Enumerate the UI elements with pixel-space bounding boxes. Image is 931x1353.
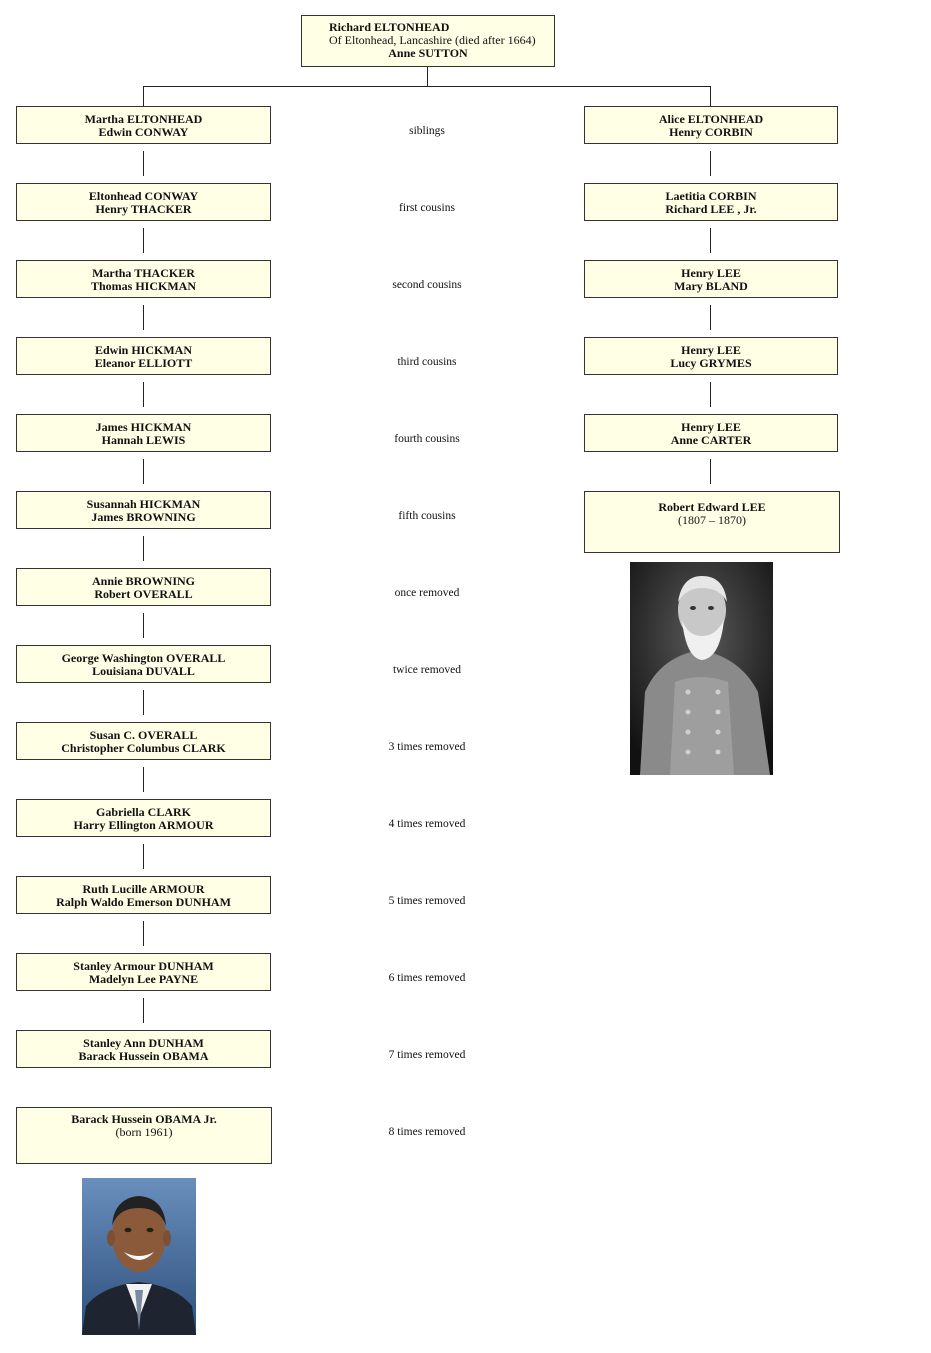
left-spouse-name: Madelyn Lee PAYNE <box>88 972 199 986</box>
left-descent-line <box>143 921 144 946</box>
relationship-label: 6 times removed <box>388 972 466 984</box>
left-spouse-name: James BROWNING <box>91 510 196 524</box>
left-person-name: Susannah HICKMAN <box>86 497 201 511</box>
left-descent-line <box>143 767 144 792</box>
right-generation-box <box>584 260 838 298</box>
root-name: Richard ELTONHEAD <box>329 20 450 34</box>
left-generation-box <box>16 1030 271 1068</box>
left-descent-line <box>143 613 144 638</box>
right-person-name: Laetitia CORBIN <box>665 189 757 203</box>
right-descent-line <box>710 382 711 407</box>
right-person-name: Alice ELTONHEAD <box>658 112 764 126</box>
root-connector-horizontal <box>143 86 711 87</box>
left-person-name: George Washington OVERALL <box>61 651 226 665</box>
left-generation-box <box>16 183 271 221</box>
right-descent-line <box>710 305 711 330</box>
left-descent-line <box>143 536 144 561</box>
left-spouse-name: Christopher Columbus CLARK <box>61 741 226 755</box>
left-descent-line <box>143 382 144 407</box>
right-generation-box <box>584 414 838 452</box>
left-descent-line <box>143 305 144 330</box>
left-descent-line <box>143 844 144 869</box>
left-person-name: Stanley Armour DUNHAM <box>73 959 214 973</box>
lee-portrait <box>630 562 773 775</box>
left-person-name: Eltonhead CONWAY <box>88 189 199 203</box>
left-spouse-name: Louisiana DUVALL <box>92 664 195 678</box>
left-generation-box <box>16 106 271 144</box>
left-descent-line <box>143 998 144 1023</box>
left-generation-box <box>16 799 271 837</box>
left-descent-line <box>143 690 144 715</box>
obama-box <box>16 1107 272 1164</box>
right-spouse-name: Anne CARTER <box>670 433 752 447</box>
left-generation-box <box>16 414 271 452</box>
right-descent-line <box>710 228 711 253</box>
left-generation-box <box>16 337 271 375</box>
left-person-name: Susan C. OVERALL <box>89 728 198 742</box>
left-spouse-name: Barack Hussein OBAMA <box>78 1049 209 1063</box>
right-generation-box <box>584 337 838 375</box>
left-spouse-name: Harry Ellington ARMOUR <box>73 818 214 832</box>
right-spouse-name: Henry CORBIN <box>669 125 753 139</box>
left-generation-box <box>16 876 271 914</box>
left-generation-box <box>16 722 271 760</box>
obama-name: Barack Hussein OBAMA Jr. <box>71 1112 217 1126</box>
left-descent-line <box>143 459 144 484</box>
right-person-name: Henry LEE <box>681 266 741 280</box>
left-spouse-name: Edwin CONWAY <box>98 125 189 139</box>
relationship-label: 8 times removed <box>388 1126 466 1138</box>
root-connector-vertical <box>427 67 428 86</box>
relationship-label: 7 times removed <box>388 1049 466 1061</box>
left-generation-box <box>16 260 271 298</box>
left-generation-box <box>16 645 271 683</box>
relationship-label: 4 times removed <box>388 818 466 830</box>
lee-name: Robert Edward LEE <box>658 500 766 514</box>
right-generation-box <box>584 106 838 144</box>
right-descent-line <box>710 459 711 484</box>
left-person-name: Annie BROWNING <box>91 574 195 588</box>
left-generation-box <box>16 568 271 606</box>
left-branch-drop <box>143 86 144 106</box>
left-descent-line <box>143 228 144 253</box>
root-ancestor-box <box>301 15 555 67</box>
relationship-label: second cousins <box>392 279 462 291</box>
root-spouse: Anne SUTTON <box>388 46 468 60</box>
right-person-name: Henry LEE <box>681 343 741 357</box>
right-descent-line <box>710 151 711 176</box>
left-generation-box <box>16 953 271 991</box>
left-spouse-name: Thomas HICKMAN <box>90 279 196 293</box>
root-origin: Of Eltonhead, Lancashire (died after 1664) <box>329 33 536 47</box>
right-spouse-name: Lucy GRYMES <box>670 356 752 370</box>
relationship-label: once removed <box>394 587 460 599</box>
left-person-name: Ruth Lucille ARMOUR <box>82 882 205 896</box>
relationship-label: siblings <box>409 125 445 137</box>
right-generation-box <box>584 183 838 221</box>
relationship-label: 3 times removed <box>388 741 466 753</box>
lee-dates: (1807 – 1870) <box>678 513 746 527</box>
left-person-name: Gabriella CLARK <box>96 805 191 819</box>
left-spouse-name: Eleanor ELLIOTT <box>94 356 193 370</box>
left-person-name: Martha THACKER <box>92 266 195 280</box>
lee-box <box>584 491 840 553</box>
left-person-name: Stanley Ann DUNHAM <box>83 1036 204 1050</box>
obama-portrait-image <box>82 1178 196 1335</box>
right-spouse-name: Richard LEE , Jr. <box>665 202 757 216</box>
obama-dates: (born 1961) <box>115 1125 173 1139</box>
left-spouse-name: Ralph Waldo Emerson DUNHAM <box>56 895 231 909</box>
right-person-name: Henry LEE <box>681 420 741 434</box>
obama-portrait <box>82 1178 196 1335</box>
left-person-name: James HICKMAN <box>95 420 192 434</box>
relationship-label: twice removed <box>392 664 461 676</box>
relationship-label: 5 times removed <box>388 895 466 907</box>
right-spouse-name: Mary BLAND <box>674 279 748 293</box>
left-spouse-name: Robert OVERALL <box>94 587 193 601</box>
left-generation-box <box>16 491 271 529</box>
left-descent-line <box>143 151 144 176</box>
relationship-label: third cousins <box>397 356 457 368</box>
lee-portrait-image <box>630 562 773 775</box>
right-branch-drop <box>710 86 711 106</box>
relationship-label: fourth cousins <box>394 433 460 445</box>
left-spouse-name: Hannah LEWIS <box>101 433 186 447</box>
relationship-label: fifth cousins <box>398 510 456 522</box>
left-person-name: Martha ELTONHEAD <box>84 112 203 126</box>
left-person-name: Edwin HICKMAN <box>94 343 192 357</box>
relationship-label: first cousins <box>399 202 455 214</box>
left-spouse-name: Henry THACKER <box>95 202 192 216</box>
